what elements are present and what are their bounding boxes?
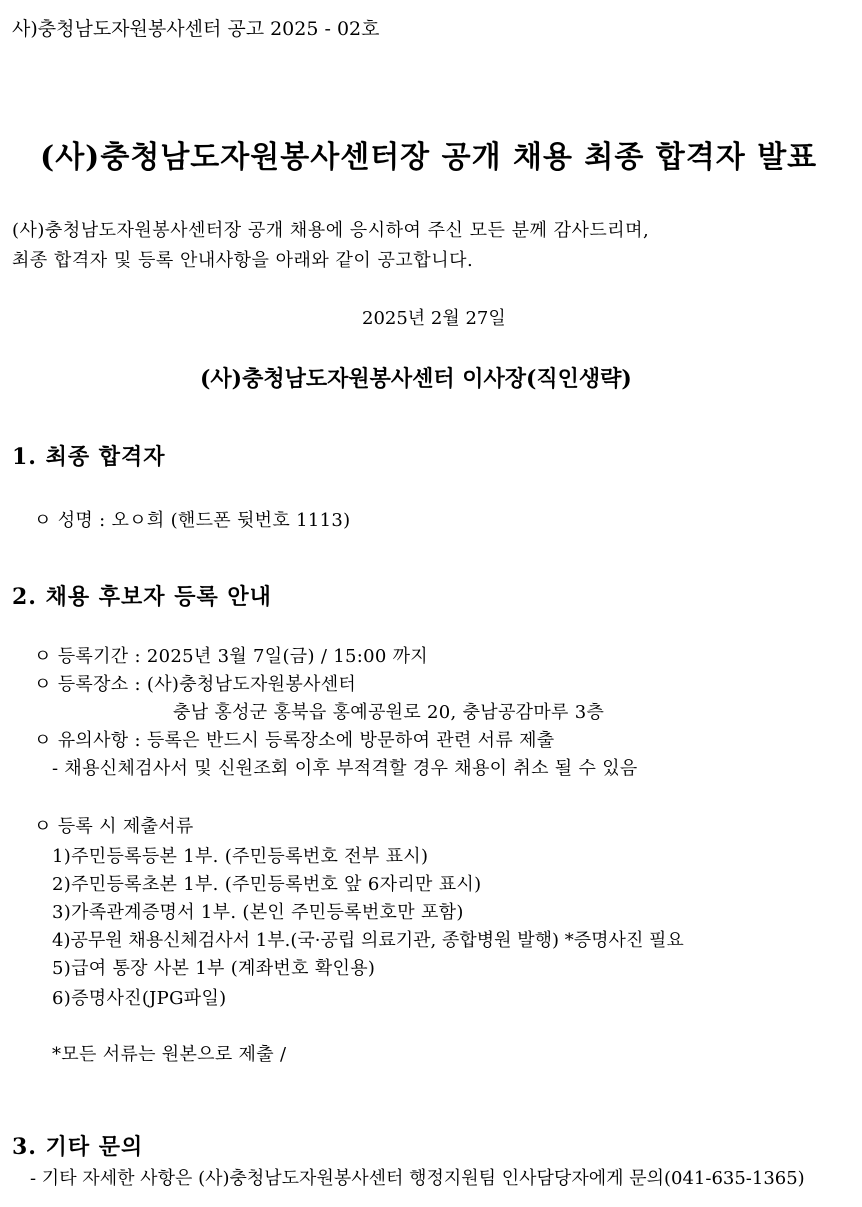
registration-note-detail: - 채용신체검사서 및 신원조회 이후 부적격할 경우 채용이 취소 될 수 있음 <box>52 758 638 779</box>
documents-note: *모든 서류는 원본으로 제출 / <box>52 1044 287 1065</box>
registration-address: 충남 홍성군 홍북읍 홍예공원로 20, 충남공감마루 3층 <box>173 702 605 723</box>
document-item: 6)증명사진(JPG파일) <box>52 988 227 1009</box>
contact-line: - 기타 자세한 사항은 (사)충청남도자원봉사센터 행정지원팀 인사담당자에게 문의(041-635-1365) <box>30 1168 805 1189</box>
issuer-signature: (사)충청남도자원봉사센터 이사장(직인생략) <box>200 366 632 392</box>
section-2-heading: 2. 채용 후보자 등록 안내 <box>12 584 272 610</box>
announcement-date: 2025년 2월 27일 <box>362 308 506 329</box>
document-item: 4)공무원 채용신체검사서 1부.(국·공립 의료기관, 종합병원 발행) *증명사진 필요 <box>52 930 684 951</box>
section-3-heading: 3. 기타 문의 <box>12 1134 144 1160</box>
finalist-name: ㅇ 성명 : 오ㅇ희 (핸드폰 뒷번호 1113) <box>34 510 351 531</box>
document-item: 5)급여 통장 사본 1부 (계좌번호 확인용) <box>52 958 376 979</box>
document-item: 1)주민등록등본 1부. (주민등록번호 전부 표시) <box>52 846 429 867</box>
registration-place: ㅇ 등록장소 : (사)충청남도자원봉사센터 <box>34 674 357 695</box>
document-item: 3)가족관계증명서 1부. (본인 주민등록번호만 포함) <box>52 902 464 923</box>
registration-note: ㅇ 유의사항 : 등록은 반드시 등록장소에 방문하여 관련 서류 제출 <box>34 730 555 751</box>
intro-line-1: (사)충청남도자원봉사센터장 공개 채용에 응시하여 주신 모든 분께 감사드리며, <box>12 220 650 241</box>
registration-period: ㅇ 등록기간 : 2025년 3월 7일(금) / 15:00 까지 <box>34 646 428 667</box>
section-1-heading: 1. 최종 합격자 <box>12 444 166 470</box>
page-title: (사)충청남도자원봉사센터장 공개 채용 최종 합격자 발표 <box>40 140 818 175</box>
notice-number: 사)충청남도자원봉사센터 공고 2025 - 02호 <box>12 18 380 40</box>
documents-heading: ㅇ 등록 시 제출서류 <box>34 816 194 837</box>
document-item: 2)주민등록초본 1부. (주민등록번호 앞 6자리만 표시) <box>52 874 482 895</box>
intro-line-2: 최종 합격자 및 등록 안내사항을 아래와 같이 공고합니다. <box>12 250 474 271</box>
